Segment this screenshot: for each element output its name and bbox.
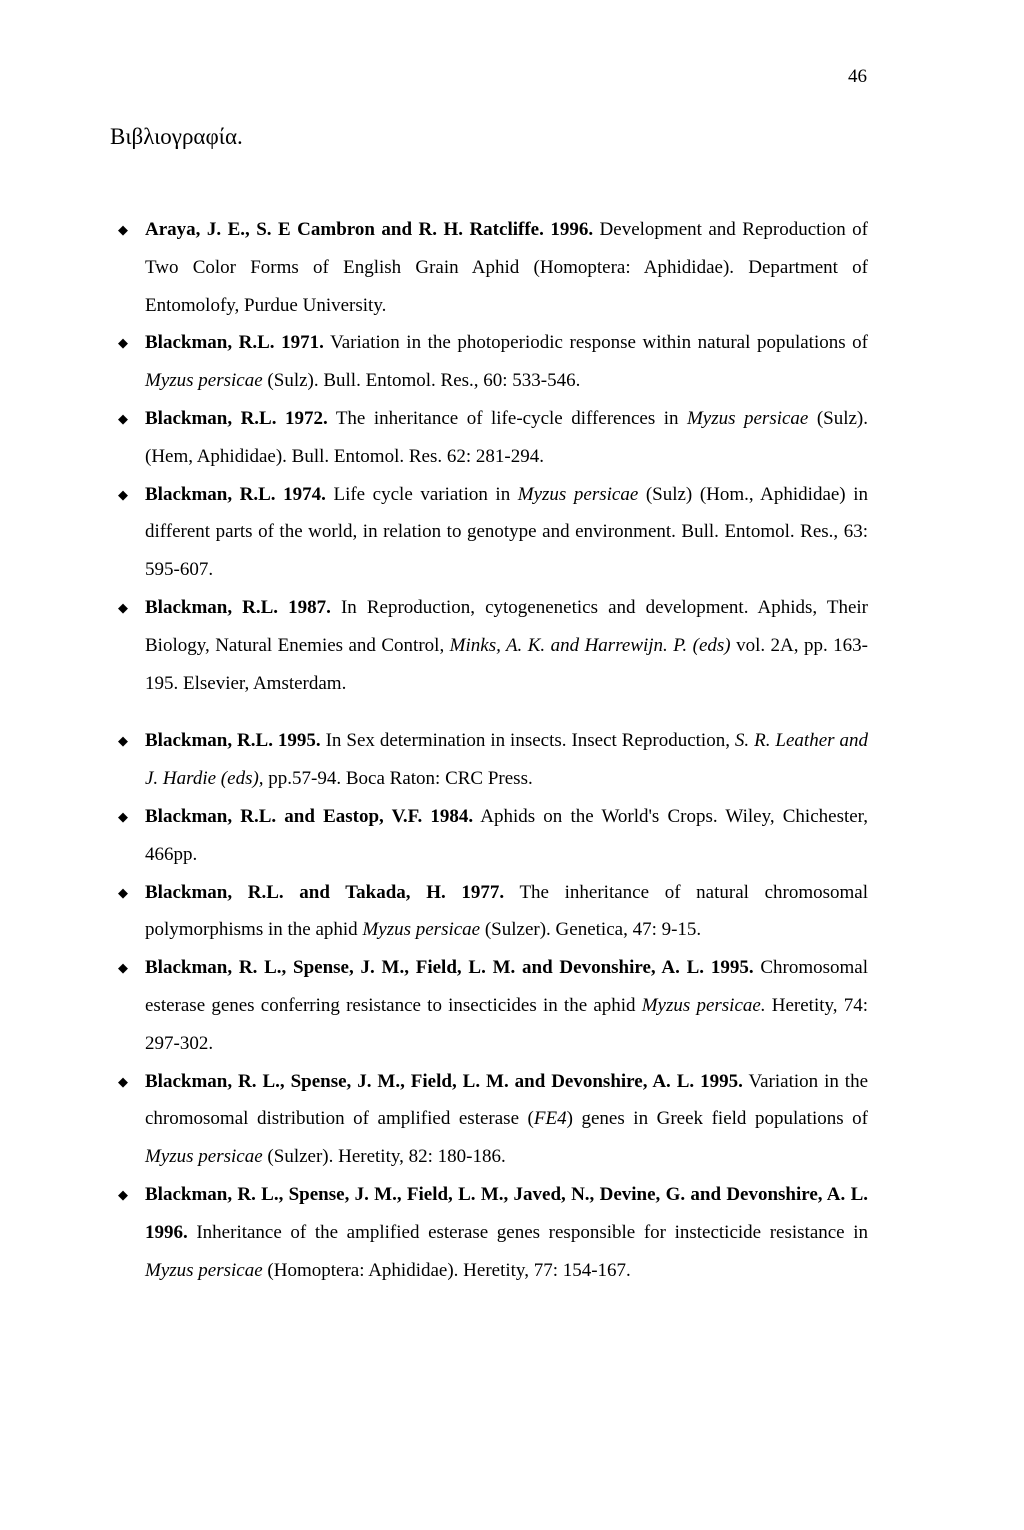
reference-text: (Sulzer). Heretity, 82: 180-186. [262, 1146, 506, 1168]
diamond-bullet-icon: ◆ [118, 599, 128, 615]
diamond-bullet-icon: ◆ [118, 410, 128, 426]
reference-authors: Blackman, R.L. and Eastop, V.F. [145, 805, 423, 827]
reference-text: Life cycle variation in [325, 483, 518, 505]
reference-italic-text: Myzus persicae [686, 407, 809, 429]
reference-text: (Sulz). Bull. Entomol. Res., 60: 533-546. [262, 370, 581, 392]
reference-italic-text: Myzus persicae [517, 483, 639, 505]
reference-text: Aphids on the World's Crops. Wiley, Chichester, 466pp. [145, 805, 869, 865]
reference-authors: Blackman, R. L., Spense, J. M., Field, L. M., Javed, N., Devine, G. and Devonshire, A. L. [145, 1183, 868, 1205]
reference-text: Inheritance of the amplified esterase genes responsible for instecticide resistance in [187, 1221, 868, 1243]
reference-authors: Blackman, R. L., Spense, J. M., Field, L. M. and Devonshire, A. L. [145, 1070, 695, 1092]
reference-italic-text: Myzus persicae [145, 370, 263, 392]
reference-year: 1996. [550, 219, 594, 240]
diamond-bullet-icon: ◆ [118, 486, 128, 502]
reference-authors: Blackman, R.L. [145, 407, 277, 429]
reference-item [118, 476, 868, 589]
reference-year: 1996. [145, 1221, 188, 1243]
reference-italic-text: Myzus persicae [145, 1146, 263, 1168]
reference-authors: Blackman, R.L. and Takada, H. [145, 881, 446, 903]
reference-text: Variation in the photoperiodic response within natural populations of [323, 332, 869, 354]
reference-year: 1995. [277, 730, 321, 752]
diamond-bullet-icon: ◆ [118, 1073, 128, 1089]
reference-italic-text: Myzus persicae. [641, 994, 766, 1016]
reference-year: 1972. [284, 407, 328, 429]
reference-text: In Reproduction, cytogenenetics and development. Aphids, Their Biology, Natural Enemies and Control, [145, 596, 868, 656]
reference-item [118, 1063, 868, 1176]
diamond-bullet-icon: ◆ [118, 733, 128, 749]
diamond-bullet-icon: ◆ [118, 960, 128, 976]
reference-year: 1995. [700, 1070, 743, 1092]
reference-authors: Blackman, R.L. [145, 730, 273, 752]
diamond-bullet-icon: ◆ [118, 884, 128, 900]
reference-text: Development and Reproduction of Two Color Forms of English Grain Aphid (Homoptera: Aphididae). Department of Entomolofy, Purdue University. [145, 219, 869, 316]
reference-text: (Homoptera: Aphididae). Heretity, 77: 154-167. [262, 1259, 631, 1281]
reference-authors: Blackman, R.L. [145, 483, 276, 505]
reference-italic-text: FE4 [533, 1108, 567, 1130]
reference-text: The inheritance of life-cycle differences in [327, 407, 687, 429]
page-heading: Βιβλιογραφία. [110, 124, 243, 149]
reference-item [118, 589, 868, 702]
reference-italic-text: Minks, A. K. and Harrewijn. P. (eds) [449, 634, 731, 656]
diamond-bullet-icon: ◆ [118, 808, 128, 824]
diamond-bullet-icon: ◆ [118, 1186, 128, 1202]
reference-text: pp.57-94. Boca Raton: CRC Press. [263, 768, 533, 790]
reference-item [118, 874, 868, 950]
reference-text: Chromosomal esterase genes conferring resistance to insecticides in the aphid [145, 957, 868, 1016]
reference-year: 1984. [430, 805, 474, 827]
reference-text: (Sulz) (Hom., Aphididae) in different parts of the world, in relation to genotype and environment. Bull. Entomol. Res., 63: 595-607. [145, 483, 868, 581]
reference-year: 1974. [283, 483, 326, 505]
reference-item [118, 722, 868, 798]
reference-year: 1971. [281, 332, 324, 354]
reference-item [118, 400, 868, 476]
reference-text: vol. 2A, pp. 163-195. Elsevier, Amsterdam. [145, 634, 868, 694]
reference-item [118, 949, 868, 1062]
reference-italic-text: S. R. Leather and J. Hardie (eds), [145, 730, 868, 790]
reference-year: 1977. [461, 881, 505, 903]
reference-text: (Sulz). (Hem, Aphididae). Bull. Entomol. Res. 62: 281-294. [145, 407, 869, 467]
reference-italic-text: Myzus persicae [145, 1259, 263, 1281]
reference-text: ) genes in Greek field populations of [566, 1108, 868, 1130]
reference-text: (Sulzer). Genetica, 47: 9-15. [480, 919, 702, 941]
reference-year: 1987. [288, 596, 331, 618]
page-number: 46 [848, 66, 867, 87]
reference-authors: Blackman, R.L. [145, 332, 275, 354]
diamond-bullet-icon: ◆ [118, 222, 128, 237]
reference-year: 1995. [710, 957, 754, 979]
reference-text: Heretity, 74: 297-302. [145, 994, 868, 1054]
reference-list [118, 211, 868, 1289]
reference-item [118, 798, 868, 874]
diamond-bullet-icon: ◆ [118, 335, 128, 351]
reference-item [118, 324, 868, 400]
reference-italic-text: Myzus persicae [362, 919, 481, 941]
reference-authors: Blackman, R. L., Spense, J. M., Field, L. M. and Devonshire, A. L. [145, 957, 705, 979]
reference-text: The inheritance of natural chromosomal polymorphisms in the aphid [145, 881, 868, 941]
reference-authors: Araya, J. E., S. E Cambron and R. H. Ratcliffe. [145, 219, 544, 240]
reference-authors: Blackman, R.L. [145, 596, 279, 618]
reference-item [118, 211, 868, 324]
reference-item [118, 1176, 868, 1289]
reference-text: Variation in the chromosomal distribution of amplified esterase ( [145, 1070, 869, 1130]
reference-text: In Sex determination in insects. Insect Reproduction, [320, 730, 735, 752]
